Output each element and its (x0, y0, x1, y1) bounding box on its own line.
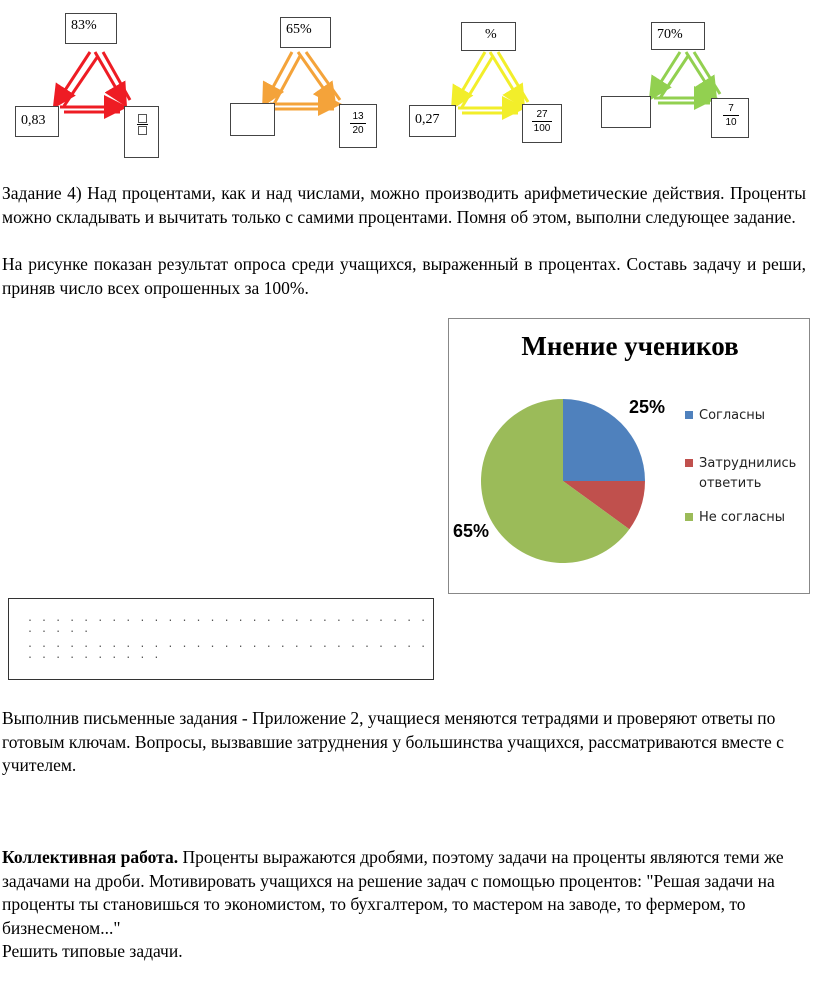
triangle-3-right-box (522, 104, 562, 143)
triangle-4-fraction (723, 103, 739, 128)
task4-paragraph-2: На рисунке показан результат опроса среди учащихся, выраженный в процентах. Составь задачу и реши, приняв число всех опрошенных за 100%. (2, 254, 806, 298)
collective-work-text: Проценты выражаются дробями, поэтому задачи на проценты являются теми же задачами на дроби. Мотивировать учащихся на решение задач с помощью процентов: "Решая задачи на проценты ты становишься то экономистом, то бухгалтером, то мастером на заводе, то фермером, то бизнесменом..." (2, 847, 784, 938)
legend-hard-to-answer-label: Затруднились ответить (699, 456, 797, 491)
triangle-3-left-box (409, 105, 456, 137)
triangle-2-left-box (230, 103, 275, 136)
triangle-2-numerator: 13 (352, 111, 364, 122)
task4-paragraph-1: Задание 4) Над процентами, как и над числами, можно производить арифметические действия. Проценты можно складывать и вычитать только с самими процентами. Помня об этом, выполни следующее задание. (2, 183, 806, 227)
collective-work-heading: Коллективная работа. (2, 847, 179, 867)
legend-agree-label: Согласны (699, 408, 766, 423)
triangle-3-denominator: 100 (533, 123, 551, 134)
data-label-agree: 25% (629, 397, 666, 417)
triangle-4-left-box (601, 96, 651, 128)
triangle-1-top-value: 83% (71, 18, 97, 33)
collective-work-paragraph (2, 846, 806, 964)
triangle-4-denominator: 10 (725, 117, 737, 128)
triangle-1-top-box (65, 13, 117, 44)
triangle-4-right-box (711, 98, 749, 138)
legend-disagree-label: Не согласны (699, 510, 786, 525)
triangle-1-right-box (124, 106, 159, 158)
answer-box[interactable] (8, 598, 434, 680)
empty-fraction-placeholder (137, 113, 148, 136)
triangle-3-fraction (532, 109, 552, 134)
data-label-disagree: 65% (453, 521, 490, 541)
triangle-2-fraction (350, 111, 366, 136)
triangle-1-left-value: 0,83 (21, 113, 46, 128)
triangle-1-left-box (15, 106, 59, 137)
triangle-3-numerator: 27 (536, 109, 548, 120)
triangle-3-top-box (461, 22, 516, 51)
solve-tasks-line: Решить типовые задачи. (2, 941, 183, 961)
chart-title: Мнение учеников (521, 331, 739, 361)
legend-hard-to-answer-swatch (685, 459, 693, 467)
triangle-2-denominator: 20 (352, 125, 364, 136)
legend-disagree-swatch (685, 513, 693, 521)
triangle-2-top-value: 65% (286, 22, 312, 37)
written-tasks-paragraph: Выполнив письменные задания - Приложение 2, учащиеся меняются тетрадями и проверяют ответы по готовым ключам. Вопросы, вызвавшие затруднения у большинства учащихся, рассматриваются вместе с учителем. (2, 708, 784, 775)
triangle-3-left-value: 0,27 (415, 112, 440, 127)
triangle-4-top-box (651, 22, 705, 50)
answer-dots-line-1: . . . . . . . . . . . . . . . . . . . . . . . . . . . . . . . . . . (27, 613, 428, 635)
triangle-2-right-box (339, 104, 377, 148)
triangle-3-top-value: % (485, 27, 497, 42)
triangle-4-numerator: 7 (728, 103, 734, 114)
pie-chart-frame (448, 318, 810, 594)
legend-agree-swatch (685, 411, 693, 419)
pie-chart-svg (449, 319, 811, 595)
triangle-4-top-value: 70% (657, 27, 683, 42)
triangle-2-top-box (280, 17, 331, 48)
answer-dots-line-2: . . . . . . . . . . . . . . . . . . . . . . . . . . . . . . . . . . . . . . . (27, 639, 428, 661)
